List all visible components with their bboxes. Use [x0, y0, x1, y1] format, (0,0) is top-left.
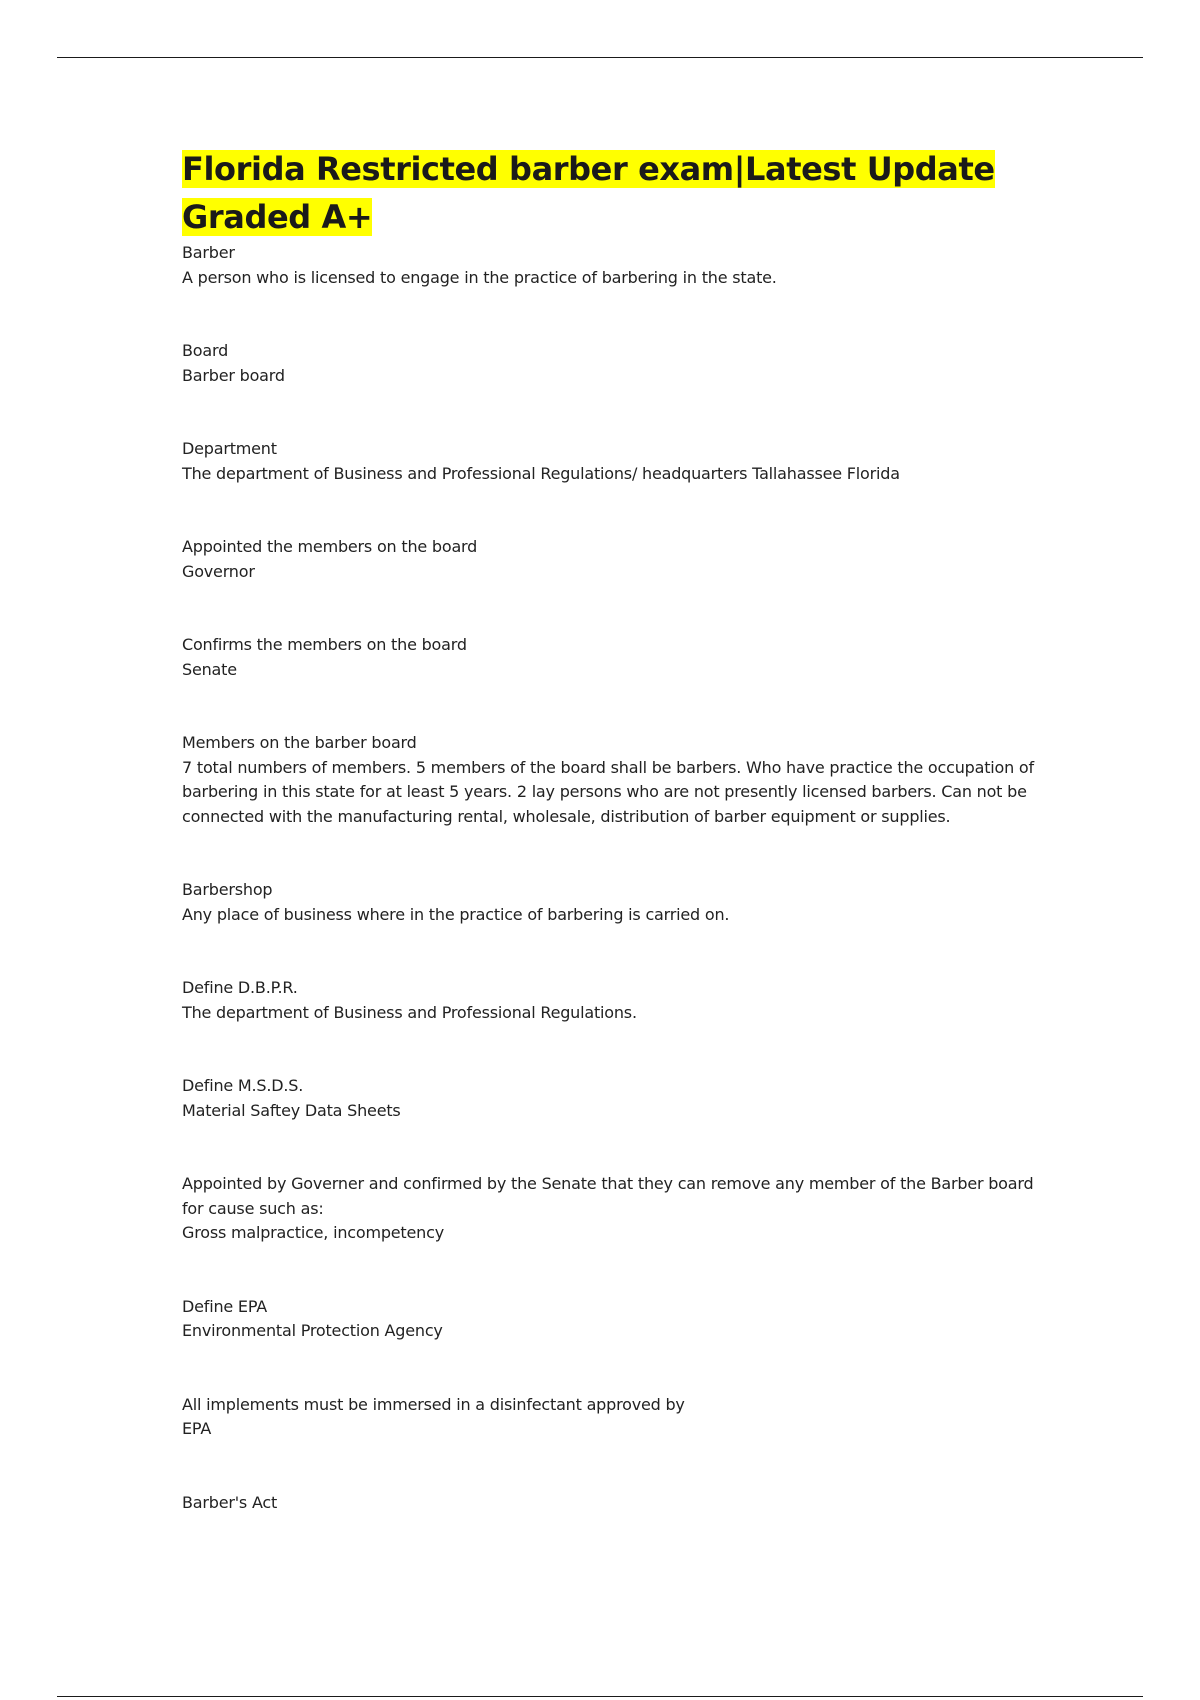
entry-term: Define EPA — [182, 1296, 267, 1316]
entry-definition: Governor — [182, 561, 255, 581]
entry-term: Barbershop — [182, 880, 273, 899]
entry-msds — [182, 1074, 1042, 1123]
entry-list — [182, 241, 1042, 1515]
document-title-text: Florida Restricted barber exam|Latest Update Graded A+ — [182, 150, 995, 236]
entry-definition: Material Saftey Data Sheets — [182, 1100, 401, 1120]
entry-definition: The department of Business and Professional Regulations. — [182, 1002, 637, 1022]
entry-term: Define M.S.D.S. — [182, 1076, 304, 1095]
entry-remove-member — [182, 1172, 1042, 1246]
entry-term: Appointed by Governer and confirmed by the Senate that they can remove any member of the Barber board for cause such as: — [182, 1174, 1034, 1218]
entry-definition: A person who is licensed to engage in the practice of barbering in the state. — [182, 267, 777, 287]
entry-barbers-act — [182, 1491, 1042, 1516]
entry-appointed-members — [182, 535, 1042, 584]
entry-term: Board — [182, 341, 229, 360]
entry-term: Members on the barber board — [182, 733, 417, 752]
entry-board-members — [182, 731, 1042, 829]
entry-term: Confirms the members on the board — [182, 635, 467, 654]
entry-barber — [182, 241, 1042, 290]
entry-term: Define D.B.P.R. — [182, 978, 298, 997]
entry-board — [182, 339, 1042, 388]
entry-term: Appointed the members on the board — [182, 537, 478, 556]
entry-definition: Gross malpractice, incompetency — [182, 1223, 444, 1242]
entry-epa — [182, 1295, 1042, 1344]
entry-disinfectant — [182, 1393, 1042, 1442]
entry-definition: Any place of business where in the practice of barbering is carried on. — [182, 904, 730, 924]
entry-definition: Environmental Protection Agency — [182, 1321, 443, 1340]
entry-term: Department — [182, 439, 277, 458]
entry-term: Barber's Act — [182, 1492, 278, 1512]
entry-definition: Barber board — [182, 365, 285, 385]
entry-department — [182, 437, 1042, 486]
page-top-rule — [57, 57, 1143, 58]
entry-term: All implements must be immersed in a disinfectant approved by — [182, 1394, 685, 1414]
entry-definition: The department of Business and Professional Regulations/ headquarters Tallahassee Florida — [182, 463, 900, 483]
entry-term: Barber — [182, 243, 235, 262]
entry-definition: EPA — [182, 1419, 212, 1438]
entry-definition: Senate — [182, 659, 237, 679]
document-body — [182, 145, 1042, 1515]
entry-definition: 7 total numbers of members. 5 members of the board shall be barbers. Who have practice the occupation of barbering in this state for at least 5 years. 2 lay persons who are not presently licensed barbers. Can not be connected with the manufacturing rental, wholesale, distribution of barber equipment or supplies. — [182, 757, 1034, 826]
document-title — [182, 145, 1042, 241]
entry-barbershop — [182, 878, 1042, 927]
entry-dbpr — [182, 976, 1042, 1025]
entry-confirms-members — [182, 633, 1042, 682]
page-bottom-rule — [57, 1696, 1143, 1697]
